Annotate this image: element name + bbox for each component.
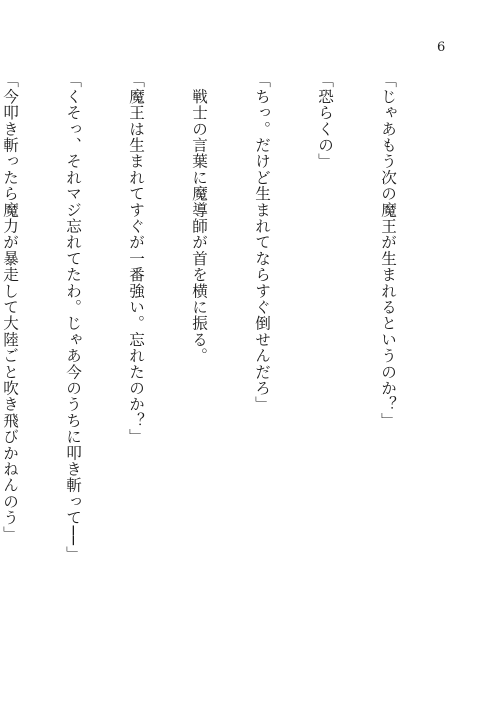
text-line: 「魔王は生まれてすぐが一番強い。忘れたのか？」: [127, 72, 145, 445]
text-line: 戦士の言葉に魔導師が首を横に振る。: [190, 72, 208, 364]
text-line: 「じゃあもう次の魔王が生まれるというのか？」: [379, 72, 397, 429]
text-line: 「くそっ、それマジ忘れてたわ。じゃあ今のうちに叩き斬って──」: [64, 72, 82, 562]
page-number: 6: [437, 40, 446, 55]
vertical-text-body: [1, 72, 440, 682]
text-line: 「恐らくの」: [316, 72, 334, 170]
text-line: 「ちっ。だけど生まれてならすぐ倒せんだろ」: [253, 72, 271, 413]
text-line: 「今叩き斬ったら魔力が暴走して大陸ごと吹き飛びかねんのう」: [1, 72, 19, 542]
